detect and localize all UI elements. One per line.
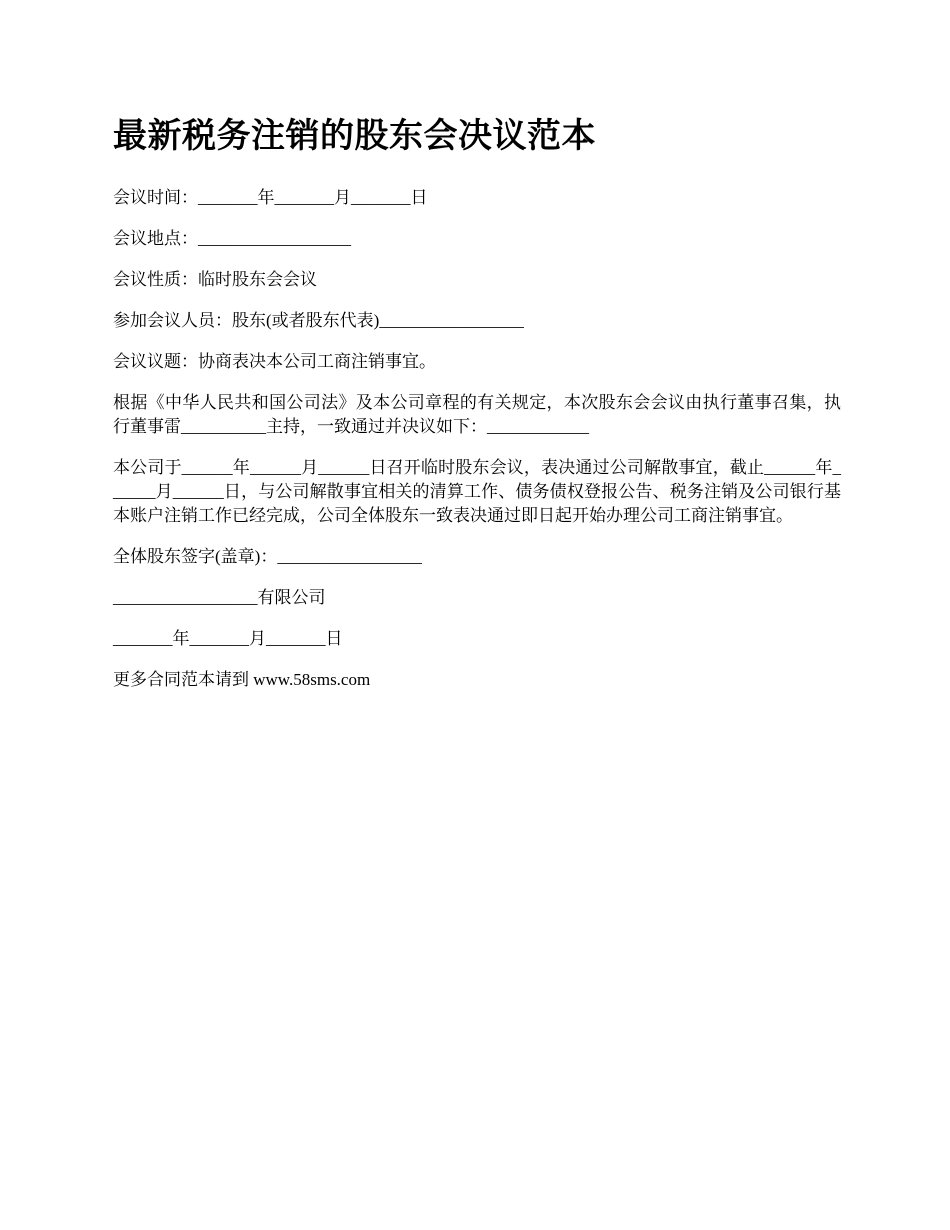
meeting-nature: 会议性质：临时股东会会议 xyxy=(113,270,317,289)
meeting-location: 会议地点：__________________ xyxy=(113,229,351,248)
meeting-topic: 会议议题：协商表决本公司工商注销事宜。 xyxy=(113,352,436,371)
resolution-intro: 根据《中华人民共和国公司法》及本公司章程的有关规定，本次股东会会议由执行董事召集，执行董事雷__________主持，一致通过并决议如下：____________ xyxy=(113,393,841,436)
meeting-time: 会议时间：_______年_______月_______日 xyxy=(113,188,428,207)
company-name-line: _________________有限公司 xyxy=(113,588,326,607)
footer-note: 更多合同范本请到 www.58sms.com xyxy=(113,670,371,689)
shareholder-signature: 全体股东签字(盖章)：_________________ xyxy=(113,547,422,566)
document-page xyxy=(113,108,841,709)
document-title: 最新税务注销的股东会决议范本 xyxy=(113,116,596,156)
meeting-attendees: 参加会议人员：股东(或者股东代表)_________________ xyxy=(113,311,524,330)
resolution-body: 本公司于______年______月______日召开临时股东会议，表决通过公司解散事宜，截止______年______月______日，与公司解散事宜相关的清算工作、债务债权登报公告、税务注销及公司银行基本账户注销工作已经完成，公司全体股东一致表决通过即日起开始办理公司工商注销事宜。 xyxy=(113,458,841,525)
signature-date: _______年_______月_______日 xyxy=(113,629,343,648)
